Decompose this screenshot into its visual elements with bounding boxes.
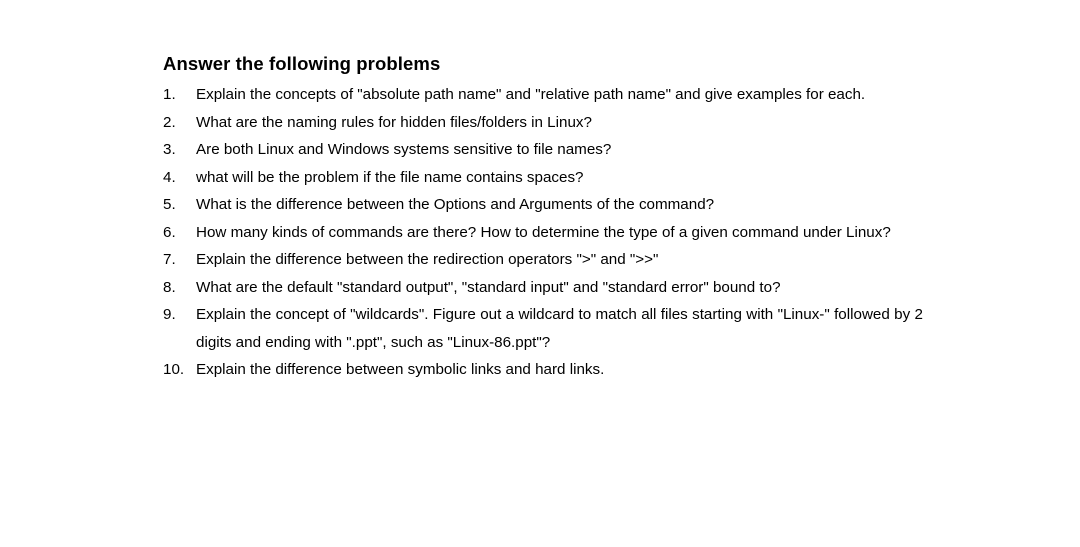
problem-text: Explain the difference between symbolic links and hard links.	[196, 361, 605, 378]
problem-text: What are the naming rules for hidden files/folders in Linux?	[196, 113, 592, 131]
problem-text: What are the default "standard output", "standard input" and "standard error" bound to?	[196, 278, 781, 296]
problem-text: What is the difference between the Options and Arguments of the command?	[196, 196, 715, 213]
problem-text: Explain the concepts of "absolute path name" and "relative path name" and give examples for each.	[196, 86, 866, 103]
problem-text: Explain the concept of "wildcards". Figure out a wildcard to match all files starting with "Linux-" followed by 2 digits and ending with ".ppt", such as "Linux-86.ppt"?	[196, 306, 923, 351]
problem-number: 10.	[163, 361, 185, 378]
problem-number: 9.	[163, 306, 176, 323]
problem-number: 8.	[163, 278, 176, 296]
problem-item-6	[163, 219, 923, 247]
problem-number: 1.	[163, 86, 176, 103]
problem-item-7	[163, 246, 923, 274]
problem-text: Are both Linux and Windows systems sensitive to file names?	[196, 141, 612, 158]
problem-item-1	[163, 81, 923, 109]
problem-item-3	[163, 136, 923, 164]
problem-text: Explain the difference between the redirection operators ">" and ">>"	[196, 251, 659, 268]
problem-text: How many kinds of commands are there? How to determine the type of a given command under Linux?	[196, 223, 891, 241]
problem-number: 5.	[163, 196, 176, 213]
problem-text: what will be the problem if the file name contains spaces?	[196, 168, 584, 186]
problem-item-8	[163, 274, 923, 302]
document-page	[163, 52, 923, 384]
problem-item-9	[163, 301, 923, 356]
problem-list	[163, 81, 923, 384]
problem-number: 6.	[163, 223, 176, 241]
problem-number: 7.	[163, 251, 176, 268]
problem-number: 4.	[163, 168, 176, 186]
problem-number: 3.	[163, 141, 176, 158]
problem-item-10	[163, 356, 923, 384]
problem-item-5	[163, 191, 923, 219]
problem-item-2	[163, 109, 923, 137]
document-heading: Answer the following problems	[163, 53, 441, 74]
problem-item-4	[163, 164, 923, 192]
problem-number: 2.	[163, 113, 176, 131]
